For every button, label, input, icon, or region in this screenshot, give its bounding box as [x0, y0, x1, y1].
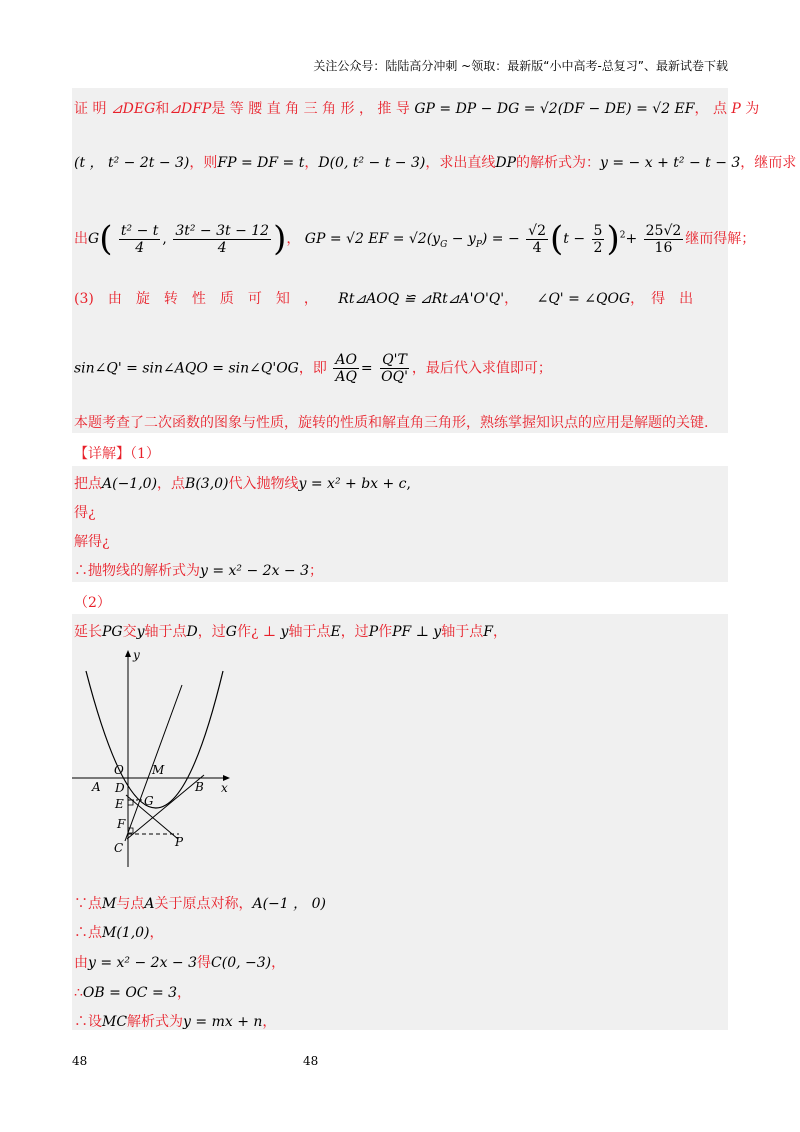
label-d: D	[115, 781, 125, 795]
part2-line-1: 延长PG交y轴于点D，过G作¿ ⊥ y轴于点E，过P作PF ⊥ y轴于点F，	[74, 624, 507, 640]
footer-page-number-left: 48	[72, 1054, 88, 1068]
line-bc	[127, 775, 204, 839]
label-y: y	[133, 648, 140, 662]
part2-label: （2）	[74, 595, 111, 611]
analysis-line-3: 出G( $\frac{\text{t² − t}}{4}$ , $\frac{\text{3t² − 3t − 12}}{4}$ )， GP = √2 EF = $√2(y_G - y_P)$ = − $\frac{√2}{4}$ (t − $\frac{5}{2}$ )$^2$+ $\frac{25√2}{16}$ 继而得解；	[74, 219, 756, 259]
label-f: F	[117, 817, 126, 831]
label-o: O	[114, 763, 124, 777]
parabola-figure	[72, 645, 242, 875]
label-p: P	[175, 835, 184, 849]
label-m: M	[152, 763, 165, 777]
frac-gx: $\frac{\text{t² − t}}{4}$	[120, 222, 159, 256]
part1-line-1: 把点A(−1,0)，点B(3,0)代入抛物线y = x² + bx + c,	[74, 476, 411, 492]
footer-page-number-right: 48	[303, 1054, 319, 1068]
label-x: x	[221, 781, 228, 795]
page-header: 关注公众号：陆陆高分冲刺 ~领取：最新版“小中高考-总复习”、最新试卷下载	[313, 59, 728, 73]
frac-gy: $\frac{\text{3t² − 3t − 12}}{4}$	[175, 222, 270, 256]
part2-line-5: ∴OB = OC = 3，	[74, 985, 192, 1001]
label-c: C	[114, 841, 124, 855]
part1-line-4: ∴抛物线的解析式为y = x² − 2x − 3；	[74, 563, 324, 579]
label-b: B	[195, 780, 204, 794]
label-g: G	[144, 794, 154, 808]
y-axis-arrow	[125, 650, 131, 657]
analysis-line-4: (3) 由 旋 转 性 质 可 知 ， Rt⊿AOQ ≌ ⊿Rt⊿A'O'Q'， ∠Q' = ∠QOG， 得 出	[74, 291, 694, 307]
detail-heading: 【详解】（1）	[74, 446, 160, 462]
part1-line-3: 解得¿	[74, 534, 110, 550]
frac-25sqrt2-16: $\frac{25√2}{16}$	[645, 222, 682, 256]
analysis-line-6: 本题考查了二次函数的图象与性质，旋转的性质和解直角三角形，熟练掌握知识点的应用是解题的关键.	[74, 415, 709, 431]
part1-line-2: 得¿	[74, 505, 96, 521]
analysis-line-5: sin∠Q' = sin∠AQO = sin∠Q'OG，即 $\frac{AO}{AQ}$ = $\frac{Q'T}{OQ'}$ ，最后代入求值即可；	[74, 352, 552, 385]
frac-ao-aq: $\frac{AO}{AQ}$	[335, 352, 357, 385]
label-a: A	[92, 780, 101, 794]
analysis-line-2: (t ， t² − 2t − 3)，则FP = DF = t，D(0, t² − t − 3)，求出直线DP的解析式为：y = − x + t² − t − 3，继而求	[74, 155, 797, 171]
label-e: E	[115, 797, 124, 811]
frac-qt-oq: $\frac{Q'T}{OQ'}$	[381, 352, 408, 385]
part2-line-2: ∵点M与点A关于原点对称，A(−1 ， 0)	[74, 896, 326, 912]
part2-line-4: 由y = x² − 2x − 3得C(0, −3)，	[74, 955, 286, 971]
frac-sqrt2-4: $\frac{√2}{4}$	[528, 222, 546, 256]
frac-5-2: $\frac{5}{2}$	[593, 222, 603, 256]
analysis-line-1: 证 明 ⊿DEG和⊿DFP是 等 腰 直 角 三 角 形 ， 推 导 GP = DP − DG = √2(DF − DE) = √2 EF， 点 P 为	[74, 101, 760, 117]
part2-line-3: ∴点M(1,0)，	[74, 925, 164, 941]
part2-line-6: ∴设MC解析式为y = mx + n，	[74, 1014, 277, 1030]
